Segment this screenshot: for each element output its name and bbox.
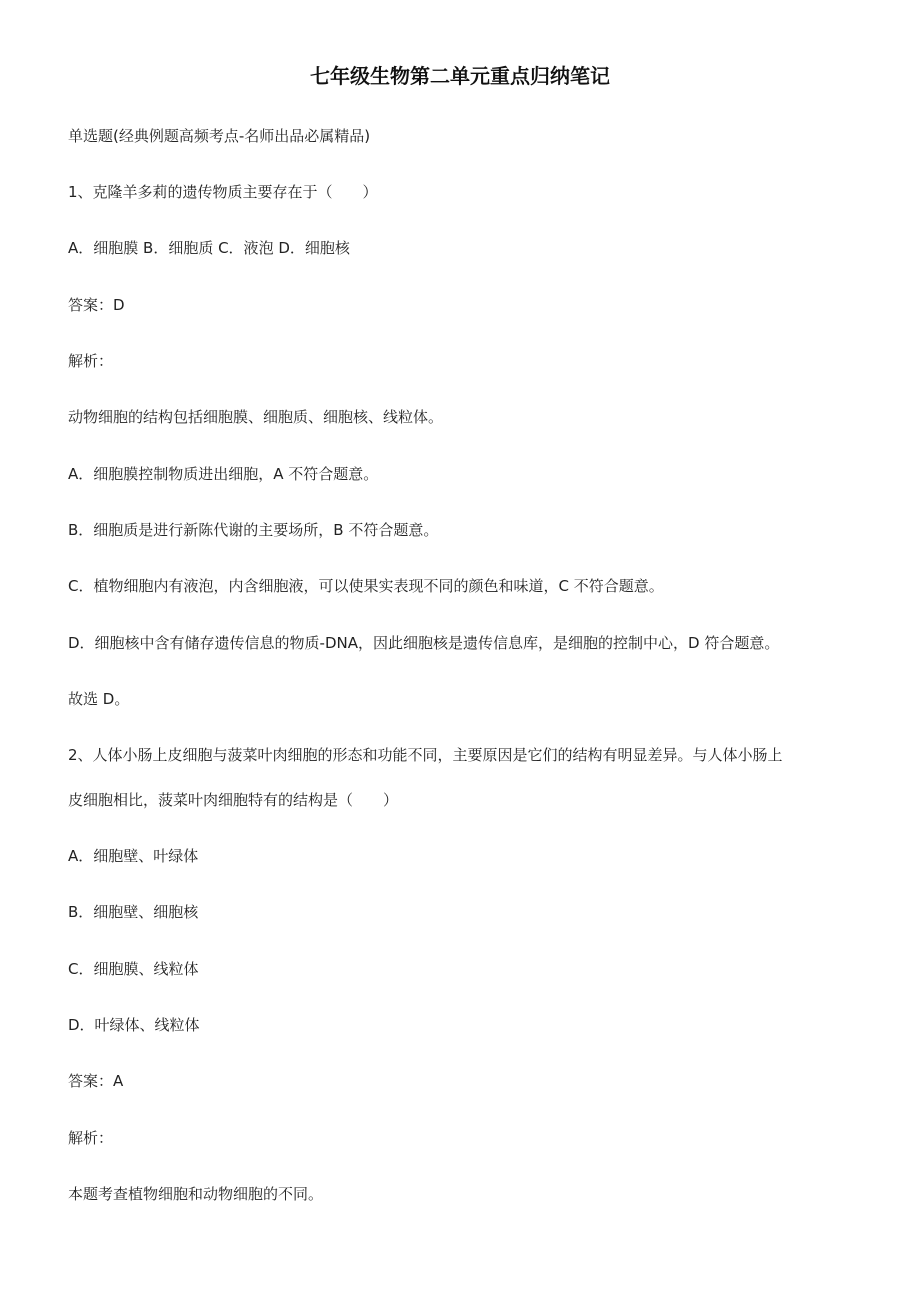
question-2-answer: 答案：A bbox=[68, 1072, 124, 1090]
document-title: 七年级生物第二单元重点归纳笔记 bbox=[310, 64, 610, 88]
question-2-analysis-line: 本题考查植物细胞和动物细胞的不同。 bbox=[68, 1185, 324, 1203]
question-1-conclusion: 故选 D。 bbox=[68, 690, 130, 708]
question-1-answer: 答案：D bbox=[68, 296, 125, 314]
question-2-option-b: B．细胞壁、细胞核 bbox=[68, 903, 199, 921]
question-2-stem: 皮细胞相比，菠菜叶肉细胞特有的结构是（ ） bbox=[68, 791, 399, 809]
question-2-stem: 2、人体小肠上皮细胞与菠菜叶肉细胞的形态和功能不同，主要原因是它们的结构有明显差异。与人体小肠上 bbox=[68, 746, 783, 764]
question-1-analysis-line: B．细胞质是进行新陈代谢的主要场所，B 不符合题意。 bbox=[68, 521, 439, 539]
question-2-option-a: A．细胞壁、叶绿体 bbox=[68, 847, 199, 865]
question-1-options: A．细胞膜 B．细胞质 C．液泡 D．细胞核 bbox=[68, 239, 350, 257]
question-1-analysis-line: A．细胞膜控制物质进出细胞，A 不符合题意。 bbox=[68, 465, 379, 483]
question-2-option-d: D．叶绿体、线粒体 bbox=[68, 1016, 200, 1034]
question-1-stem: 1、克隆羊多莉的遗传物质主要存在于（ ） bbox=[68, 183, 378, 201]
question-1-analysis-line: D．细胞核中含有储存遗传信息的物质-DNA，因此细胞核是遗传信息库，是细胞的控制中心，D 符合题意。 bbox=[68, 634, 780, 652]
question-1-analysis-line: 动物细胞的结构包括细胞膜、细胞质、细胞核、线粒体。 bbox=[68, 408, 444, 426]
section-heading: 单选题(经典例题高频考点-名师出品必属精品) bbox=[68, 127, 371, 145]
question-2-option-c: C．细胞膜、线粒体 bbox=[68, 960, 199, 978]
question-1-analysis-line: C．植物细胞内有液泡，内含细胞液，可以使果实表现不同的颜色和味道，C 不符合题意。 bbox=[68, 577, 664, 595]
question-2-analysis-label: 解析： bbox=[68, 1129, 114, 1147]
question-1-analysis-label: 解析： bbox=[68, 352, 114, 370]
